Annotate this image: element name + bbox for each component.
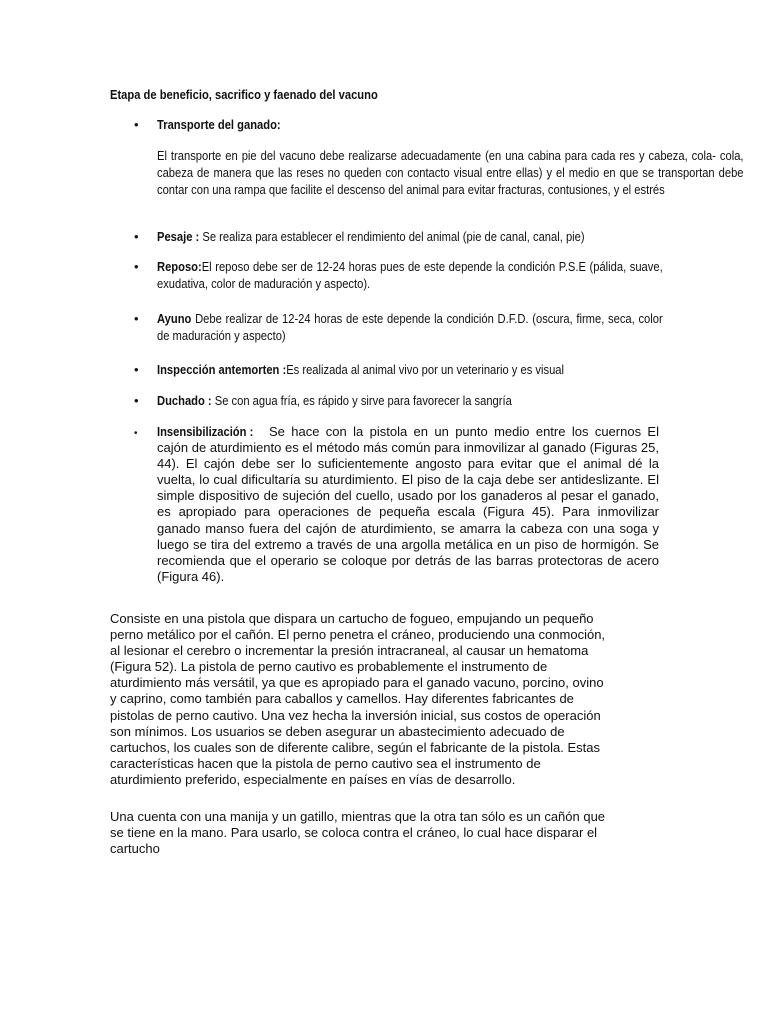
- item-label: Reposo:: [157, 259, 202, 274]
- item-label: Ayuno: [157, 311, 192, 326]
- bullet-icon: •: [134, 117, 139, 132]
- list-item-pesaje: [157, 228, 662, 245]
- bullet-icon: •: [134, 393, 139, 408]
- paragraph-pistola: Consiste en una pistola que dispara un cartucho de fogueo, empujando un pequeño perno metálico por el cañón. El perno penetra el cráneo, produciendo una conmoción, al lesionar el cerebro o incrementar la presión intracraneal, al causar un hematoma (Figura 52). La pistola de perno cautivo es probablemente el instrumento de aturdimiento más versátil, ya que es apropiado para el ganado vacuno, porcino, ovino y caprino, como también para caballos y camellos. Hay diferentes fabricantes de pistolas de perno cautivo. Una vez hecha la inversión inicial, sus costos de operación son mínimos. Los usuarios se deben asegurar un abastecimiento adecuado de cartuchos, los cuales son de diferente calibre, según el fabricante de la pistola. Estas características hacen que la pistola de perno cautivo sea el instrumento de aturdimiento preferido, especialmente en países en vías de desarrollo.: [110, 611, 606, 787]
- item-text: Se hace con la pistola en un punto medio entre los cuernos El cajón de aturdimiento es el método más común para inmovilizar al ganado (Figuras 25, 44). El cajón debe ser lo suficientemente angosto para evitar que el animal dé la vuelta, lo cual dificultaría su aturdimiento. El piso de la caja debe ser antideslizante. El simple dispositivo de sujeción del cuello, usado por los ganaderos al pesar el ganado, es apropiado para operaciones de pequeña escala (Figura 45). Para inmovilizar ganado manso fuera del cajón de aturdimiento, se amarra la cabeza con una soga y luego se tira del extremo a través de una argolla metálica en un piso de hormigón. Se recomienda que el operario se coloque por detrás de las barras protectoras de acero (Figura 46).: [157, 424, 659, 584]
- item-text: Se con agua fría, es rápido y sirve para favorecer la sangría: [211, 393, 512, 408]
- item-label: Duchado :: [157, 393, 212, 408]
- bullet-icon: •: [134, 229, 139, 244]
- transport-paragraph: [157, 147, 744, 198]
- item-text: Se realiza para establecer el rendimiento del animal (pie de canal, canal, pie): [199, 229, 585, 244]
- transport-text: El transporte en pie del vacuno debe realizarse adecuadamente (en una cabina para cada res y cabeza, cola- cola, cabeza de manera que las reses no queden con contacto visual entre ellas) y el medio en que se transportan debe contar con una rampa que facilite el descenso del animal para evitar fracturas, contusiones, y el estrés: [157, 148, 744, 197]
- item-label: Transporte del ganado:: [157, 117, 281, 132]
- list-item-insensibilizacion: [157, 423, 659, 585]
- bullet-icon: •: [134, 362, 139, 377]
- list-item-reposo: [157, 258, 662, 292]
- paragraph-manija: Una cuenta con una manija y un gatillo, mientras que la otra tan sólo es un cañón que se tiene en la mano. Para usarlo, se coloca contra el cráneo, lo cual hace disparar el cartucho: [110, 809, 606, 857]
- list-item-transporte: [157, 116, 662, 133]
- bullet-icon: •: [134, 311, 139, 326]
- item-label: Pesaje :: [157, 229, 200, 244]
- list-item-inspeccion: [157, 361, 662, 378]
- item-text: El reposo debe ser de 12-24 horas pues de este depende la condición P.S.E (pálida, suave, exudativa, color de maduración y aspecto).: [157, 259, 663, 291]
- item-label: Insensibilización :: [157, 424, 254, 439]
- item-label: Inspección antemorten :: [157, 362, 287, 377]
- document-title: Etapa de beneficio, sacrifico y faenado del vacuno: [110, 87, 378, 102]
- item-text: Es realizada al animal vivo por un veterinario y es visual: [286, 362, 564, 377]
- bullet-icon: •: [134, 259, 139, 274]
- bullet-icon: •: [134, 428, 138, 439]
- list-item-ayuno: [157, 310, 662, 344]
- item-text: Debe realizar de 12-24 horas de este depende la condición D.F.D. (oscura, firme, seca, color de maduración y aspecto): [157, 311, 663, 343]
- list-item-duchado: [157, 392, 662, 409]
